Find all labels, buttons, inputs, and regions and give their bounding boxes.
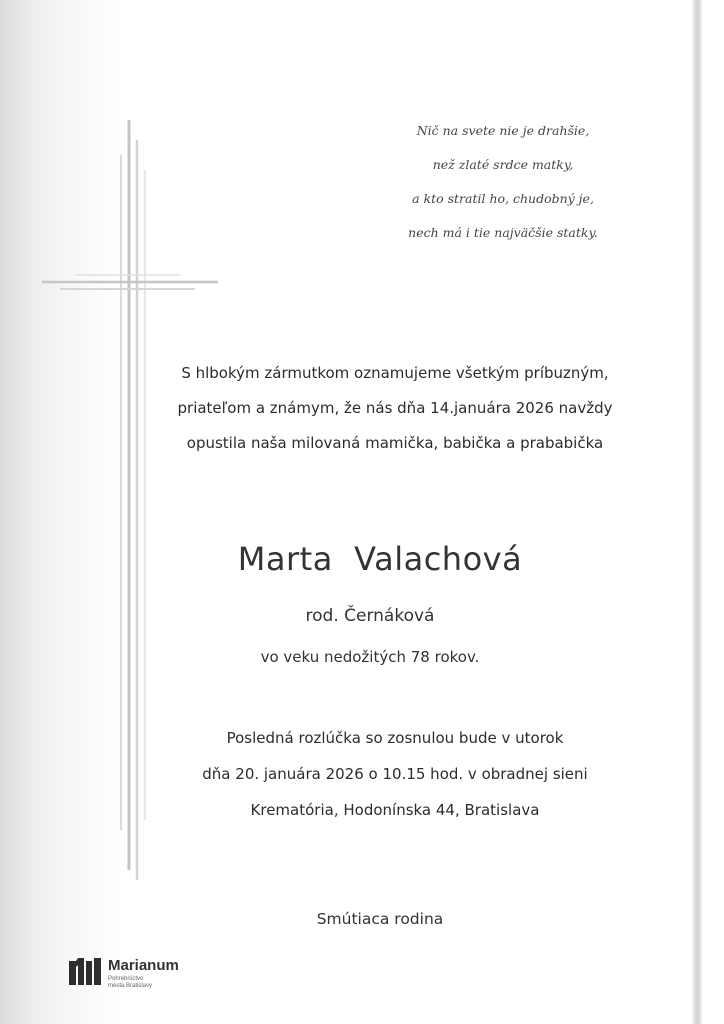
marianum-logo (68, 955, 238, 995)
funeral-line: Posledná rozlúčka so zosnulou bude v utorok (226, 729, 564, 747)
maiden-name: rod. Černáková (305, 606, 435, 626)
funeral-info (140, 720, 650, 828)
verse-line: nech má i tie najväčšie statky. (408, 225, 598, 240)
funeral-line: Krematória, Hodonínska 44, Bratislava (250, 801, 540, 819)
logo-subtitle-line: Pohrebníctvo (108, 976, 144, 982)
announcement-line: S hlbokým zármutkom oznamujeme všetkým príbuzným, (181, 364, 609, 382)
page-margin (702, 0, 724, 1024)
announcement (140, 356, 650, 461)
deceased-name: Marta Valachová (237, 540, 523, 578)
age-text: vo veku nedožitých 78 rokov. (260, 648, 480, 666)
announcement-line: priateľom a známym, že nás dňa 14.januára 2026 navždy (177, 399, 613, 417)
logo-name: Marianum (108, 957, 179, 974)
signature: Smútiaca rodina (316, 910, 444, 928)
marianum-logo-icon (68, 957, 102, 987)
logo-subtitle (108, 976, 152, 990)
page-edge-shadow (692, 0, 702, 1024)
verse-line: Nič na svete nie je drahšie, (416, 123, 590, 138)
verse-line: než zlaté srdce matky, (432, 157, 574, 172)
verse (388, 114, 618, 250)
verse-line: a kto stratil ho, chudobný je, (412, 191, 594, 206)
logo-subtitle-line: mesta Bratislavy (108, 983, 153, 989)
announcement-line: opustila naša milovaná mamička, babička a prababička (186, 434, 604, 452)
funeral-line: dňa 20. januára 2026 o 10.15 hod. v obradnej sieni (202, 765, 588, 783)
